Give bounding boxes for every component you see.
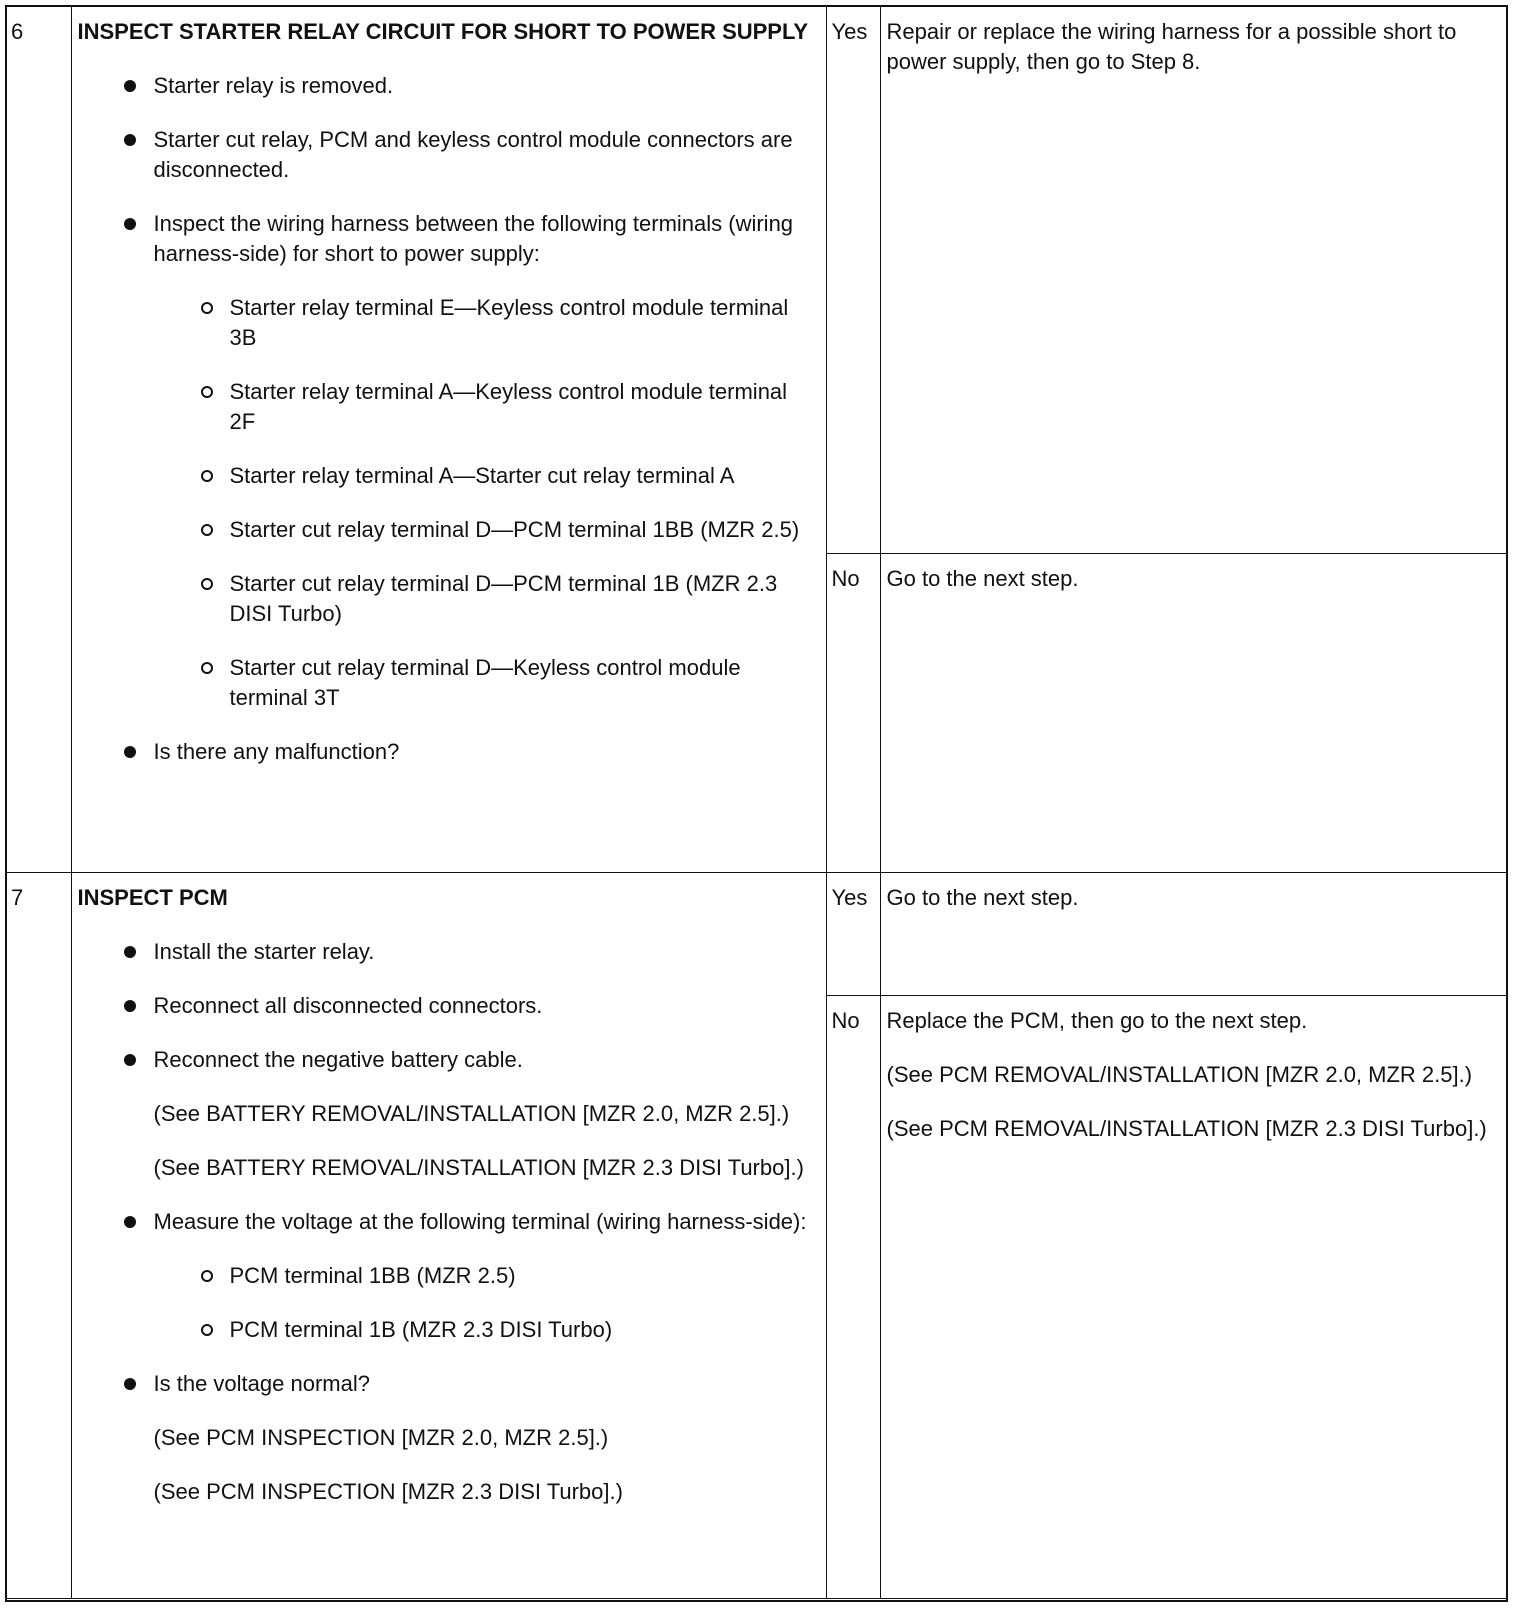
sub-bullet-item: Starter cut relay terminal D—PCM terminal 1B (MZR 2.3 DISI Turbo) xyxy=(78,569,816,629)
bullet-dot-icon xyxy=(124,1216,136,1228)
sub-bullet-ring-icon xyxy=(201,1324,213,1336)
step-7-no-label-cell xyxy=(826,995,880,1598)
bullet-dot-icon xyxy=(124,218,136,230)
bullet-dot-icon xyxy=(124,1054,136,1066)
diagnostic-procedure-sheet xyxy=(5,5,1508,1602)
step-7-no-action-cell xyxy=(880,995,1506,1598)
bullet-dot-icon xyxy=(124,134,136,146)
result-yes-label: Yes xyxy=(831,19,868,44)
reference-note: (See BATTERY REMOVAL/INSTALLATION [MZR 2.3 DISI Turbo].) xyxy=(153,1154,804,1180)
step-7-number-cell xyxy=(7,872,71,1598)
bullet-item: Measure the voltage at the following terminal (wiring harness-side): xyxy=(78,1207,816,1237)
step-7-yes-label-cell xyxy=(826,872,880,995)
bullet-item-question: Is there any malfunction? xyxy=(78,737,816,767)
sub-bullet-ring-icon xyxy=(201,1270,213,1282)
sub-bullet-item: Starter cut relay terminal D—PCM terminal 1BB (MZR 2.5) xyxy=(78,515,816,545)
bullet-item: Reconnect all disconnected connectors. xyxy=(78,991,816,1021)
step-6-yes-action-cell xyxy=(880,7,1506,553)
step-number: 6 xyxy=(11,19,24,44)
step-heading: INSPECT PCM xyxy=(77,884,228,910)
yes-action-text: Repair or replace the wiring harness for a possible short to power supply, then go to Step 8. xyxy=(886,19,1457,74)
bullet-item: Inspect the wiring harness between the following terminals (wiring harness-side) for short to power supply: xyxy=(78,209,816,269)
step-6-no-label-cell xyxy=(826,553,880,872)
sub-bullet-item: Starter relay terminal A—Starter cut relay terminal A xyxy=(78,461,816,491)
reference-note: (See PCM INSPECTION [MZR 2.0, MZR 2.5].) xyxy=(153,1424,609,1450)
sub-bullet-ring-icon xyxy=(201,386,213,398)
sub-bullet-item: Starter cut relay terminal D—Keyless control module terminal 3T xyxy=(78,653,816,713)
sub-bullet-item: PCM terminal 1B (MZR 2.3 DISI Turbo) xyxy=(78,1315,816,1345)
bullet-dot-icon xyxy=(124,1378,136,1390)
no-reference-note: (See PCM REMOVAL/INSTALLATION [MZR 2.0, MZR 2.5].) xyxy=(886,1061,1473,1087)
no-action-text: Go to the next step. xyxy=(886,565,1079,591)
bullet-dot-icon xyxy=(124,80,136,92)
sub-bullet-ring-icon xyxy=(201,524,213,536)
bullet-dot-icon xyxy=(124,746,136,758)
step-6-yes-row xyxy=(7,7,1506,553)
step-7-yes-action-cell xyxy=(880,872,1506,995)
step-6-inspection-cell xyxy=(71,7,826,872)
bullet-item-question: Is the voltage normal? xyxy=(78,1369,816,1399)
no-action-text: Replace the PCM, then go to the next step. xyxy=(886,1007,1308,1033)
no-reference-note: (See PCM REMOVAL/INSTALLATION [MZR 2.3 DISI Turbo].) xyxy=(886,1115,1487,1141)
bullet-dot-icon xyxy=(124,946,136,958)
sub-bullet-ring-icon xyxy=(201,578,213,590)
sub-bullet-ring-icon xyxy=(201,470,213,482)
step-7-inspection-cell xyxy=(71,872,826,1598)
bullet-dot-icon xyxy=(124,1000,136,1012)
sub-bullet-ring-icon xyxy=(201,662,213,674)
bullet-item: Install the starter relay. xyxy=(78,937,816,967)
result-yes-label: Yes xyxy=(831,884,868,910)
result-no-label: No xyxy=(831,565,860,591)
yes-action-text: Go to the next step. xyxy=(886,884,1079,910)
step-heading: INSPECT STARTER RELAY CIRCUIT FOR SHORT TO POWER SUPPLY xyxy=(77,19,809,44)
result-no-label: No xyxy=(831,1007,860,1033)
sub-bullet-item: Starter relay terminal A—Keyless control module terminal 2F xyxy=(78,377,816,437)
sub-bullet-ring-icon xyxy=(201,302,213,314)
diagnostic-table xyxy=(7,7,1506,1599)
step-6-no-action-cell xyxy=(880,553,1506,872)
step-6-yes-label-cell xyxy=(826,7,880,553)
reference-note: (See PCM INSPECTION [MZR 2.3 DISI Turbo].) xyxy=(153,1478,623,1504)
sub-bullet-item: Starter relay terminal E—Keyless control module terminal 3B xyxy=(78,293,816,353)
reference-note: (See BATTERY REMOVAL/INSTALLATION [MZR 2.0, MZR 2.5].) xyxy=(153,1100,790,1126)
step-6-number-cell xyxy=(7,7,71,872)
sub-bullet-item: PCM terminal 1BB (MZR 2.5) xyxy=(78,1261,816,1291)
bullet-item: Starter cut relay, PCM and keyless control module connectors are disconnected. xyxy=(78,125,816,185)
step-7-yes-row xyxy=(7,872,1506,995)
step-number: 7 xyxy=(11,884,24,910)
bullet-item: Reconnect the negative battery cable. xyxy=(78,1045,816,1075)
bullet-item: Starter relay is removed. xyxy=(78,71,816,101)
